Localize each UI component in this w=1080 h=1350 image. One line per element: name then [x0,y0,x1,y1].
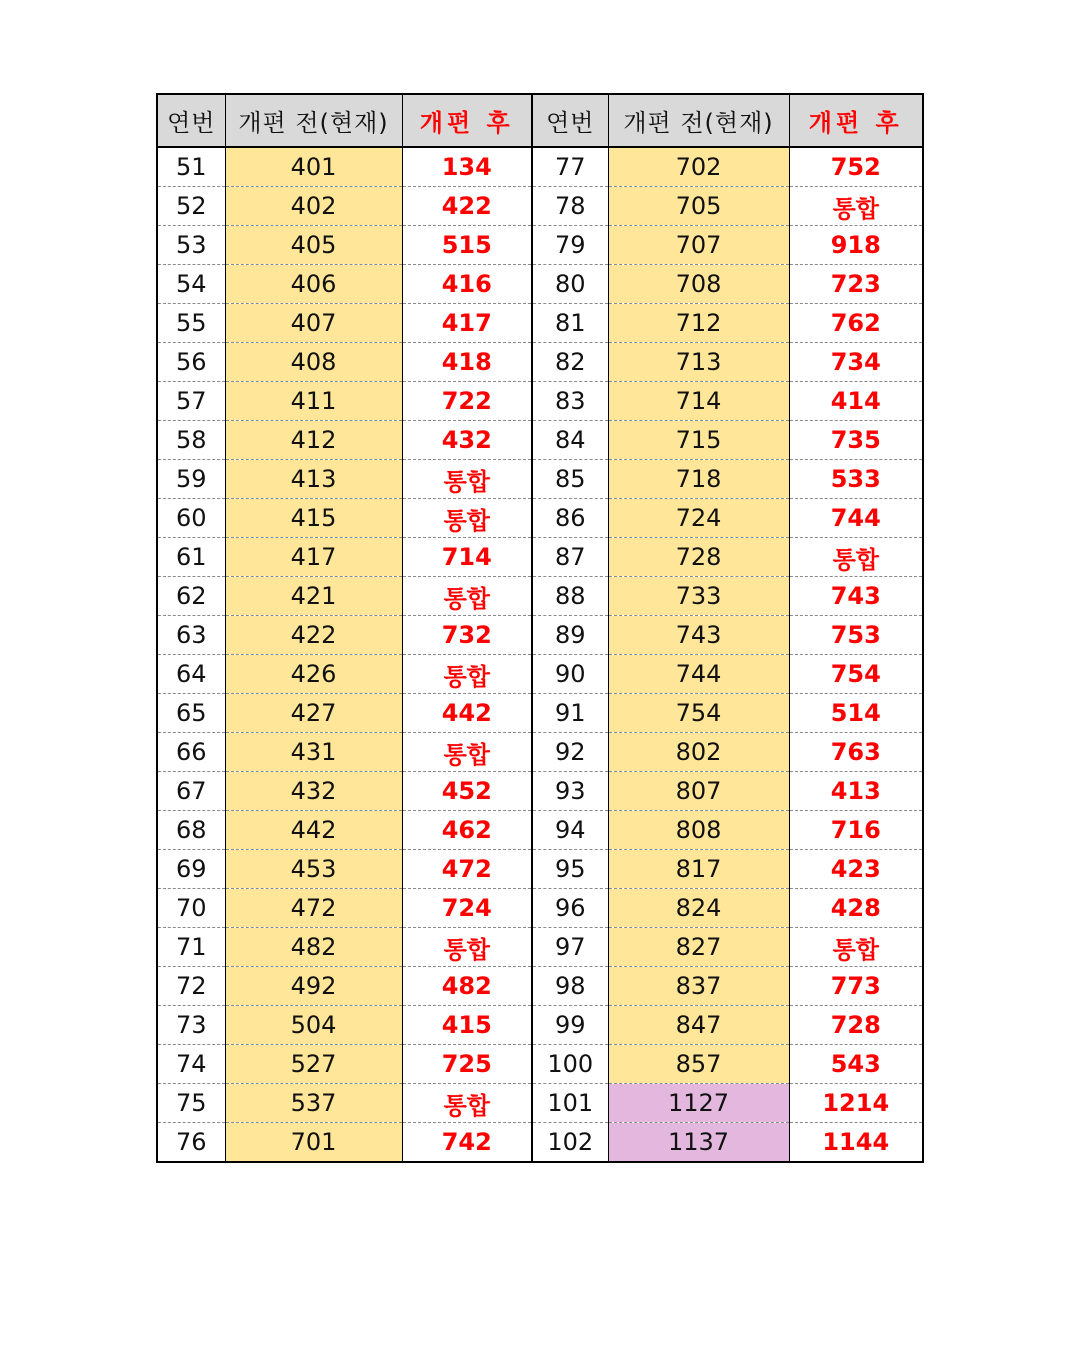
serial-right-cell: 100 [532,1045,608,1084]
before-right-cell: 807 [608,772,789,811]
serial-right-cell: 87 [532,538,608,577]
before-left-cell: 431 [225,733,402,772]
before-right-cell: 702 [608,147,789,187]
before-right-cell: 754 [608,694,789,733]
before-left-cell: 415 [225,499,402,538]
before-right-cell: 837 [608,967,789,1006]
table-row [157,967,923,1006]
before-left-cell: 401 [225,147,402,187]
before-right-cell: 847 [608,1006,789,1045]
before-right-cell: 733 [608,577,789,616]
before-left-cell: 537 [225,1084,402,1123]
after-left-cell: 722 [402,382,532,421]
header-row [157,94,923,147]
after-left-cell: 통합 [402,577,532,616]
before-left-cell: 427 [225,694,402,733]
after-right-cell: 통합 [789,538,923,577]
header-serial-left: 연번 [157,94,225,147]
after-left-cell: 417 [402,304,532,343]
before-right-cell: 802 [608,733,789,772]
before-left-cell: 426 [225,655,402,694]
serial-left-cell: 63 [157,616,225,655]
table-row [157,538,923,577]
serial-left-cell: 70 [157,889,225,928]
serial-left-cell: 52 [157,187,225,226]
after-left-cell: 통합 [402,499,532,538]
serial-left-cell: 51 [157,147,225,187]
after-left-cell: 515 [402,226,532,265]
after-left-cell: 415 [402,1006,532,1045]
after-right-cell: 723 [789,265,923,304]
after-left-cell: 422 [402,187,532,226]
table-body [157,147,923,1162]
serial-left-cell: 59 [157,460,225,499]
after-right-cell: 통합 [789,928,923,967]
before-left-cell: 472 [225,889,402,928]
serial-left-cell: 61 [157,538,225,577]
after-left-cell: 432 [402,421,532,460]
header-after-right: 개편 후 [789,94,923,147]
serial-right-cell: 96 [532,889,608,928]
table-row [157,499,923,538]
serial-right-cell: 80 [532,265,608,304]
serial-right-cell: 84 [532,421,608,460]
serial-left-cell: 64 [157,655,225,694]
table-row [157,733,923,772]
table-row [157,265,923,304]
table-row [157,889,923,928]
before-left-cell: 421 [225,577,402,616]
after-right-cell: 428 [789,889,923,928]
before-right-cell: 714 [608,382,789,421]
after-left-cell: 통합 [402,928,532,967]
table-row [157,1006,923,1045]
serial-left-cell: 71 [157,928,225,967]
before-right-cell: 743 [608,616,789,655]
after-right-cell: 543 [789,1045,923,1084]
before-left-cell: 527 [225,1045,402,1084]
after-right-cell: 통합 [789,187,923,226]
before-left-cell: 701 [225,1123,402,1163]
serial-right-cell: 79 [532,226,608,265]
header-before-left: 개편 전(현재) [225,94,402,147]
after-right-cell: 763 [789,733,923,772]
after-left-cell: 472 [402,850,532,889]
serial-right-cell: 99 [532,1006,608,1045]
serial-right-cell: 82 [532,343,608,382]
after-left-cell: 418 [402,343,532,382]
table-row [157,1084,923,1123]
serial-left-cell: 75 [157,1084,225,1123]
serial-right-cell: 89 [532,616,608,655]
serial-left-cell: 69 [157,850,225,889]
serial-right-cell: 98 [532,967,608,1006]
route-reorganization-table [156,93,924,1163]
table-row [157,928,923,967]
serial-right-cell: 85 [532,460,608,499]
table-row [157,226,923,265]
table-row [157,811,923,850]
after-left-cell: 통합 [402,733,532,772]
before-left-cell: 442 [225,811,402,850]
after-right-cell: 743 [789,577,923,616]
before-left-cell: 413 [225,460,402,499]
after-left-cell: 134 [402,147,532,187]
before-right-cell: 718 [608,460,789,499]
table-row [157,616,923,655]
after-right-cell: 716 [789,811,923,850]
table-row [157,655,923,694]
table-row [157,304,923,343]
table-row [157,577,923,616]
serial-left-cell: 57 [157,382,225,421]
before-left-cell: 432 [225,772,402,811]
after-left-cell: 725 [402,1045,532,1084]
before-right-cell: 724 [608,499,789,538]
before-left-cell: 417 [225,538,402,577]
serial-left-cell: 76 [157,1123,225,1163]
before-left-cell: 453 [225,850,402,889]
after-left-cell: 442 [402,694,532,733]
before-right-cell: 708 [608,265,789,304]
serial-right-cell: 91 [532,694,608,733]
header-before-right: 개편 전(현재) [608,94,789,147]
header-after-left: 개편 후 [402,94,532,147]
table-row [157,1045,923,1084]
serial-left-cell: 60 [157,499,225,538]
after-left-cell: 통합 [402,460,532,499]
after-left-cell: 732 [402,616,532,655]
after-right-cell: 1214 [789,1084,923,1123]
before-left-cell: 482 [225,928,402,967]
serial-left-cell: 72 [157,967,225,1006]
before-left-cell: 412 [225,421,402,460]
before-right-cell: 715 [608,421,789,460]
serial-right-cell: 90 [532,655,608,694]
before-right-cell: 712 [608,304,789,343]
table-row [157,421,923,460]
serial-right-cell: 78 [532,187,608,226]
serial-right-cell: 102 [532,1123,608,1163]
after-right-cell: 735 [789,421,923,460]
before-left-cell: 407 [225,304,402,343]
before-right-cell: 707 [608,226,789,265]
before-left-cell: 422 [225,616,402,655]
header-serial-right: 연번 [532,94,608,147]
after-right-cell: 413 [789,772,923,811]
after-left-cell: 714 [402,538,532,577]
after-right-cell: 1144 [789,1123,923,1163]
serial-left-cell: 56 [157,343,225,382]
before-left-cell: 492 [225,967,402,1006]
table-row [157,382,923,421]
table-row [157,1123,923,1163]
serial-left-cell: 67 [157,772,225,811]
after-right-cell: 752 [789,147,923,187]
table-row [157,772,923,811]
before-right-cell: 1137 [608,1123,789,1163]
table-row [157,187,923,226]
serial-right-cell: 97 [532,928,608,967]
serial-right-cell: 83 [532,382,608,421]
after-right-cell: 744 [789,499,923,538]
after-right-cell: 728 [789,1006,923,1045]
after-left-cell: 462 [402,811,532,850]
after-left-cell: 482 [402,967,532,1006]
after-right-cell: 514 [789,694,923,733]
serial-left-cell: 55 [157,304,225,343]
serial-right-cell: 88 [532,577,608,616]
before-left-cell: 504 [225,1006,402,1045]
serial-left-cell: 68 [157,811,225,850]
after-right-cell: 754 [789,655,923,694]
before-right-cell: 808 [608,811,789,850]
after-right-cell: 734 [789,343,923,382]
after-right-cell: 414 [789,382,923,421]
after-left-cell: 416 [402,265,532,304]
before-left-cell: 405 [225,226,402,265]
before-left-cell: 402 [225,187,402,226]
serial-left-cell: 73 [157,1006,225,1045]
after-left-cell: 452 [402,772,532,811]
after-right-cell: 773 [789,967,923,1006]
serial-left-cell: 66 [157,733,225,772]
serial-left-cell: 58 [157,421,225,460]
before-right-cell: 817 [608,850,789,889]
after-right-cell: 762 [789,304,923,343]
table-row [157,694,923,733]
before-left-cell: 406 [225,265,402,304]
after-right-cell: 918 [789,226,923,265]
before-right-cell: 857 [608,1045,789,1084]
after-right-cell: 753 [789,616,923,655]
serial-right-cell: 101 [532,1084,608,1123]
serial-left-cell: 53 [157,226,225,265]
serial-left-cell: 54 [157,265,225,304]
after-left-cell: 742 [402,1123,532,1163]
before-right-cell: 1127 [608,1084,789,1123]
serial-right-cell: 95 [532,850,608,889]
serial-left-cell: 62 [157,577,225,616]
serial-right-cell: 92 [532,733,608,772]
serial-right-cell: 94 [532,811,608,850]
serial-right-cell: 77 [532,147,608,187]
after-right-cell: 533 [789,460,923,499]
table-row [157,460,923,499]
before-left-cell: 408 [225,343,402,382]
table-row [157,850,923,889]
after-right-cell: 423 [789,850,923,889]
serial-left-cell: 74 [157,1045,225,1084]
before-right-cell: 705 [608,187,789,226]
serial-right-cell: 81 [532,304,608,343]
after-left-cell: 통합 [402,1084,532,1123]
table-row [157,147,923,187]
before-right-cell: 728 [608,538,789,577]
after-left-cell: 통합 [402,655,532,694]
serial-right-cell: 86 [532,499,608,538]
before-right-cell: 827 [608,928,789,967]
serial-left-cell: 65 [157,694,225,733]
after-left-cell: 724 [402,889,532,928]
table-row [157,343,923,382]
before-right-cell: 713 [608,343,789,382]
before-right-cell: 824 [608,889,789,928]
before-left-cell: 411 [225,382,402,421]
serial-right-cell: 93 [532,772,608,811]
before-right-cell: 744 [608,655,789,694]
